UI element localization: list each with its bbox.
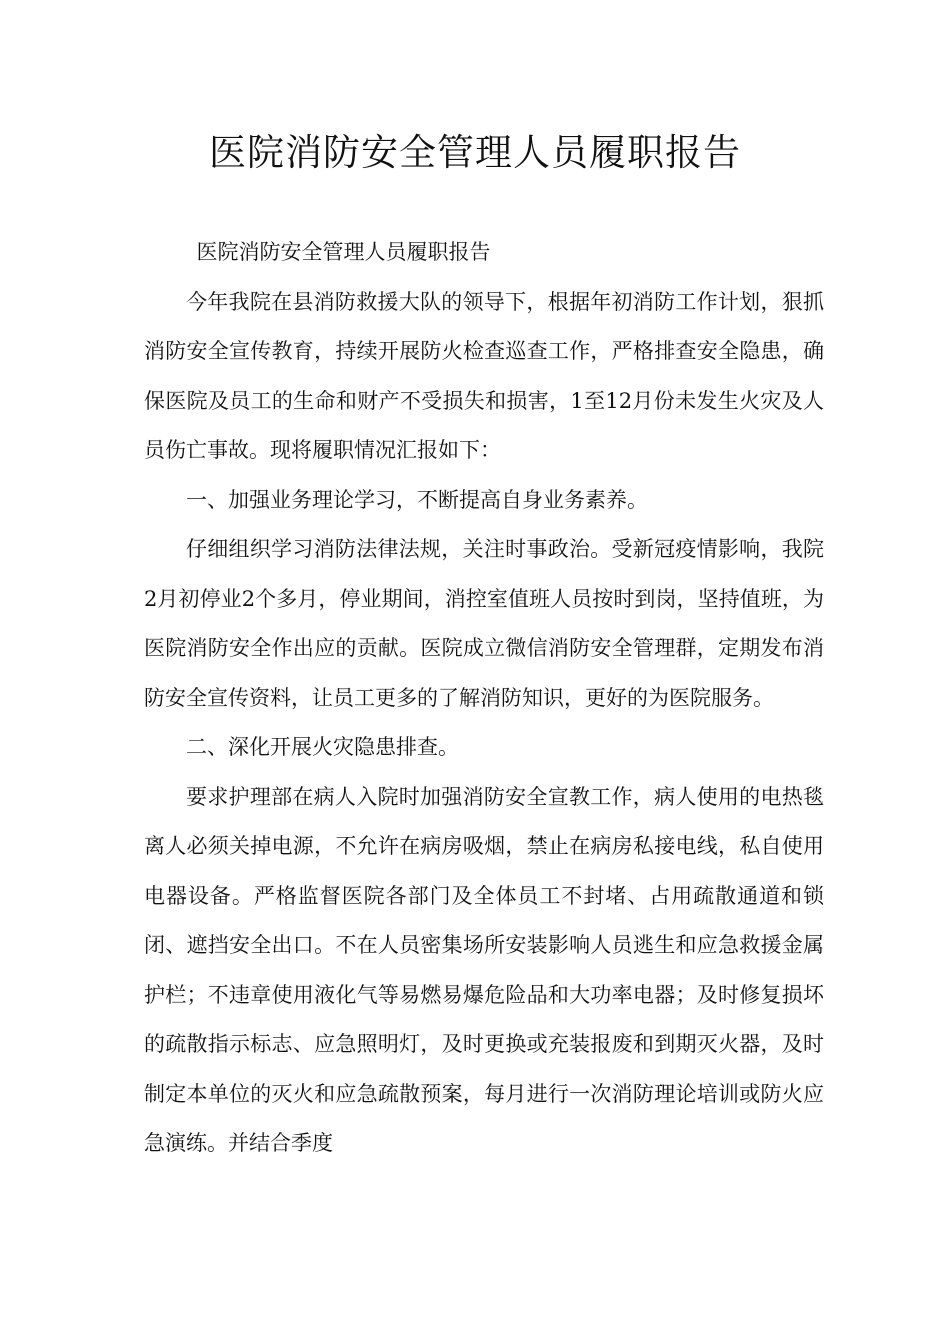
paragraph-section-2: 要求护理部在病人入院时加强消防安全宣教工作，病人使用的电热毯离人必须关掉电源，不允许在病房吸烟，禁止在病房私接电线，私自使用电器设备。严格监督医院各部门及全体员工不封堵、占用疏散通道和锁闭、遮挡安全出口。不在人员密集场所安装影响人员逃生和应急救援金属护栏；不违章使用液化气等易燃易爆危险品和大功率电器；及时修复损坏的疏散指示标志、应急照明灯，及时更换或充装报废和到期灭火器，及时制定本单位的灭火和应急疏散预案，每月进行一次消防理论培训或防火应急演练。并结合季度 [144,784,824,1155]
paragraph-section-1: 仔细组织学习消防法律法规，关注时事政治。受新冠疫情影响，我院2月初停业2个多月，停业期间，消控室值班人员按时到岗，坚持值班，为医院消防安全作出应的贡献。医院成立微信消防安全管理群，定期发布消防安全宣传资料，让员工更多的了解消防知识，更好的为医院服务。 [144,537,824,710]
section-heading-2: 二、深化开展火灾隐患排查。 [186,735,459,759]
document-title: 医院消防安全管理人员履职报告 [209,131,741,174]
body-subtitle: 医院消防安全管理人员履职报告 [196,240,491,264]
paragraph-intro: 今年我院在县消防救援大队的领导下，根据年初消防工作计划，狠抓消防安全宣传教育，持续开展防火检查巡查工作，严格排查安全隐患，确保医院及员工的生命和财产不受损失和损害，1至12月份未发生火灾及人员伤亡事故。现将履职情况汇报如下： [144,289,824,462]
document-body [144,228,824,1169]
section-heading-1: 一、加强业务理论学习，不断提高自身业务素养。 [186,487,648,512]
